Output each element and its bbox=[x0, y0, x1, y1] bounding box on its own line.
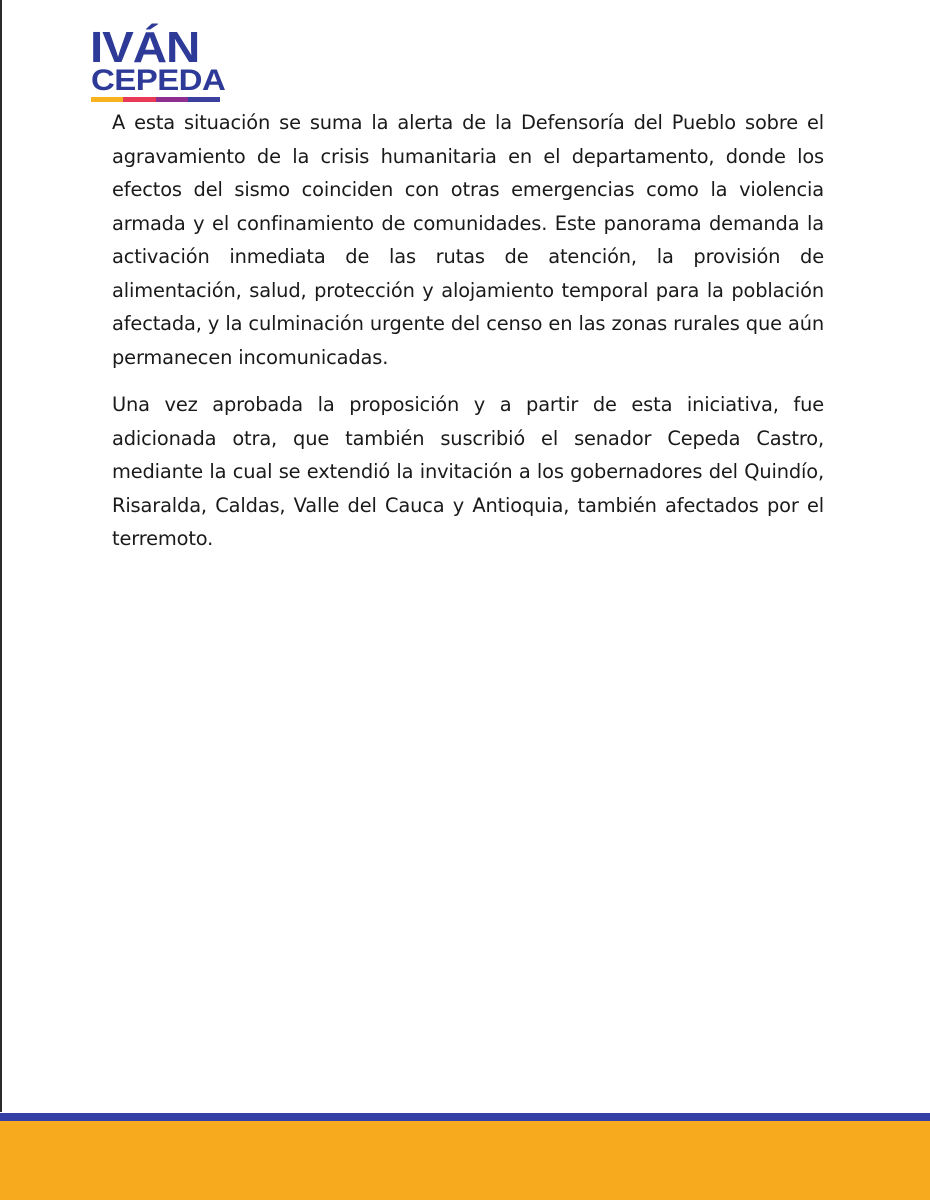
logo-stripe-blue bbox=[188, 97, 220, 102]
logo-color-stripe bbox=[91, 97, 220, 102]
logo-stripe-yellow bbox=[91, 97, 123, 102]
logo-stripe-purple bbox=[156, 97, 188, 102]
paragraph: Una vez aprobada la proposición y a partir de esta iniciativa, fue adicionada otra, que también suscribió el senador Cepeda Castro, mediante la cual se extendió la invitación a los gobernadores del Quindío, Risaralda, Caldas, Valle del Cauca y Antioquia, también afectados por el terremoto. bbox=[112, 393, 824, 550]
document-body bbox=[112, 106, 824, 570]
logo-last-name: CEPEDA bbox=[91, 64, 226, 97]
footer-blue-line bbox=[0, 1113, 930, 1121]
logo-stripe-red bbox=[123, 97, 155, 102]
brand-logo bbox=[90, 23, 226, 102]
paragraph: A esta situación se suma la alerta de la Defensoría del Pueblo sobre el agravamiento de la crisis humanitaria en el departamento, donde los efectos del sismo coinciden con otras emergencias como la violencia armada y el confinamiento de comunidades. Este panorama demanda la activación inmediata de las rutas de atención, la provisión de alimentación, salud, protección y alojamiento temporal para la población afectada, y la culminación urgente del censo en las zonas rurales que aún permanecen incomunicadas. bbox=[112, 111, 824, 369]
page-edge bbox=[0, 0, 2, 1112]
logo-first-name: IVÁN bbox=[90, 23, 200, 72]
footer-orange-band bbox=[0, 1121, 930, 1200]
